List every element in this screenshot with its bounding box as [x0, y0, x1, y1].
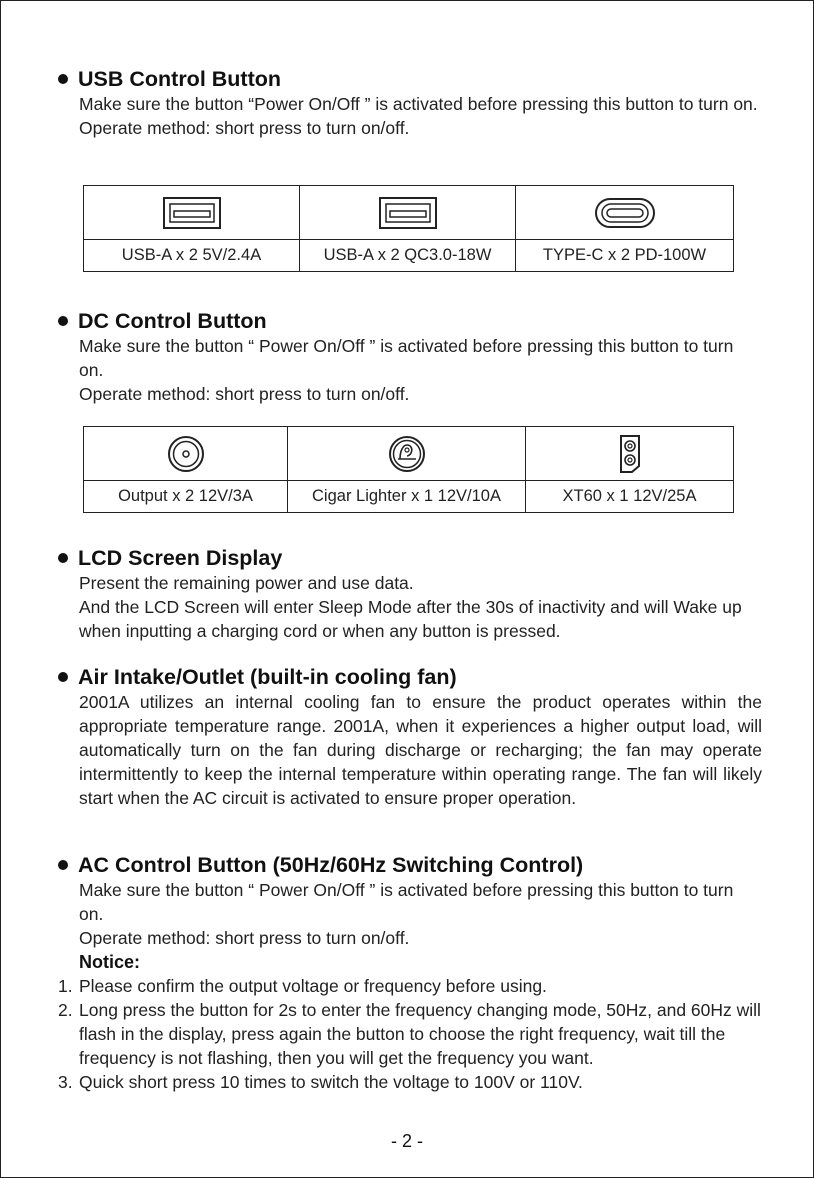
lcd-sleep-mode: And the LCD Screen will enter Sleep Mode after the 30s of inactivity and will Wake up when inputting a charging cord or when any button is pressed.: [79, 597, 742, 641]
usb-instruction: Make sure the button “Power On/Off ” is activated before pressing this button to turn on.: [79, 94, 758, 114]
bullet-icon: [58, 672, 68, 682]
dc-instruction: Make sure the button “ Power On/Off ” is activated before pressing this button to turn on.: [79, 336, 734, 380]
cigar-lighter-cell: [288, 427, 526, 481]
dc-port-label: Output x 2 12V/3A: [84, 481, 288, 513]
air-intake-description: 2001A utilizes an internal cooling fan to ensure the product operates within the appropriate temperature range. 2001A, when it experiences a higher output load, will automatically turn on the fan during discharge or recharging; the fan may operate intermittently to keep the internal temperature within operating range. The fan will likely start when the AC circuit is activated to ensure proper operation.: [79, 692, 762, 808]
list-item: 2. Long press the button for 2s to enter the frequency changing mode, 50Hz, and 60Hz will flash in the display, press again the button to choose the right frequency, wait till the frequency is not flashing, then you will get the frequency you want.: [58, 1000, 761, 1068]
dc-port-label: XT60 x 1 12V/25A: [526, 481, 734, 513]
dc-section: [58, 308, 762, 406]
bullet-icon: [58, 74, 68, 84]
usb-a-port-icon: [378, 204, 438, 221]
air-intake-section: [58, 664, 762, 810]
dc-heading: DC Control Button: [58, 308, 762, 334]
usb-a-cell-2: [300, 186, 516, 240]
bullet-icon: [58, 553, 68, 563]
cigar-lighter-port-icon: [387, 445, 427, 462]
lcd-description: Present the remaining power and use data.: [79, 573, 414, 593]
usb-operate-method: Operate method: short press to turn on/off.: [79, 118, 410, 138]
list-item: 3. Quick short press 10 times to switch the voltage to 100V or 110V.: [58, 1072, 583, 1092]
usb-ports-table: [83, 185, 734, 272]
usb-a-port-icon: [162, 204, 222, 221]
ac-operate-method: Operate method: short press to turn on/off.: [79, 928, 410, 948]
xt60-cell: [526, 427, 734, 481]
ac-heading: AC Control Button (50Hz/60Hz Switching Control): [58, 852, 762, 878]
notice-title: Notice:: [79, 952, 141, 972]
usb-section: [58, 66, 762, 140]
bullet-icon: [58, 316, 68, 326]
notice-list: [58, 974, 762, 1094]
ac-instruction: Make sure the button “ Power On/Off ” is activated before pressing this button to turn on.: [79, 880, 734, 924]
lcd-heading: LCD Screen Display: [58, 545, 762, 571]
list-item: 1. Please confirm the output voltage or frequency before using.: [58, 976, 547, 996]
dc-barrel-port-icon: [166, 445, 206, 462]
dc-port-label: Cigar Lighter x 1 12V/10A: [288, 481, 526, 513]
lcd-section: [58, 545, 762, 643]
dc-operate-method: Operate method: short press to turn on/off.: [79, 384, 410, 404]
usb-port-label: USB-A x 2 QC3.0-18W: [300, 240, 516, 272]
dc-ports-table: [83, 426, 734, 513]
usb-port-label: USB-A x 2 5V/2.4A: [84, 240, 300, 272]
xt60-port-icon: [618, 445, 642, 462]
usb-port-label: TYPE-C x 2 PD-100W: [516, 240, 734, 272]
usb-c-port-icon: [594, 204, 656, 221]
ac-section: [58, 852, 762, 974]
dc-barrel-cell: [84, 427, 288, 481]
page-number: - 2 -: [390, 1131, 423, 1151]
bullet-icon: [58, 860, 68, 870]
usb-heading: USB Control Button: [58, 66, 762, 92]
usb-c-cell: [516, 186, 734, 240]
usb-a-cell-1: [84, 186, 300, 240]
air-intake-heading: Air Intake/Outlet (built-in cooling fan): [58, 664, 762, 690]
